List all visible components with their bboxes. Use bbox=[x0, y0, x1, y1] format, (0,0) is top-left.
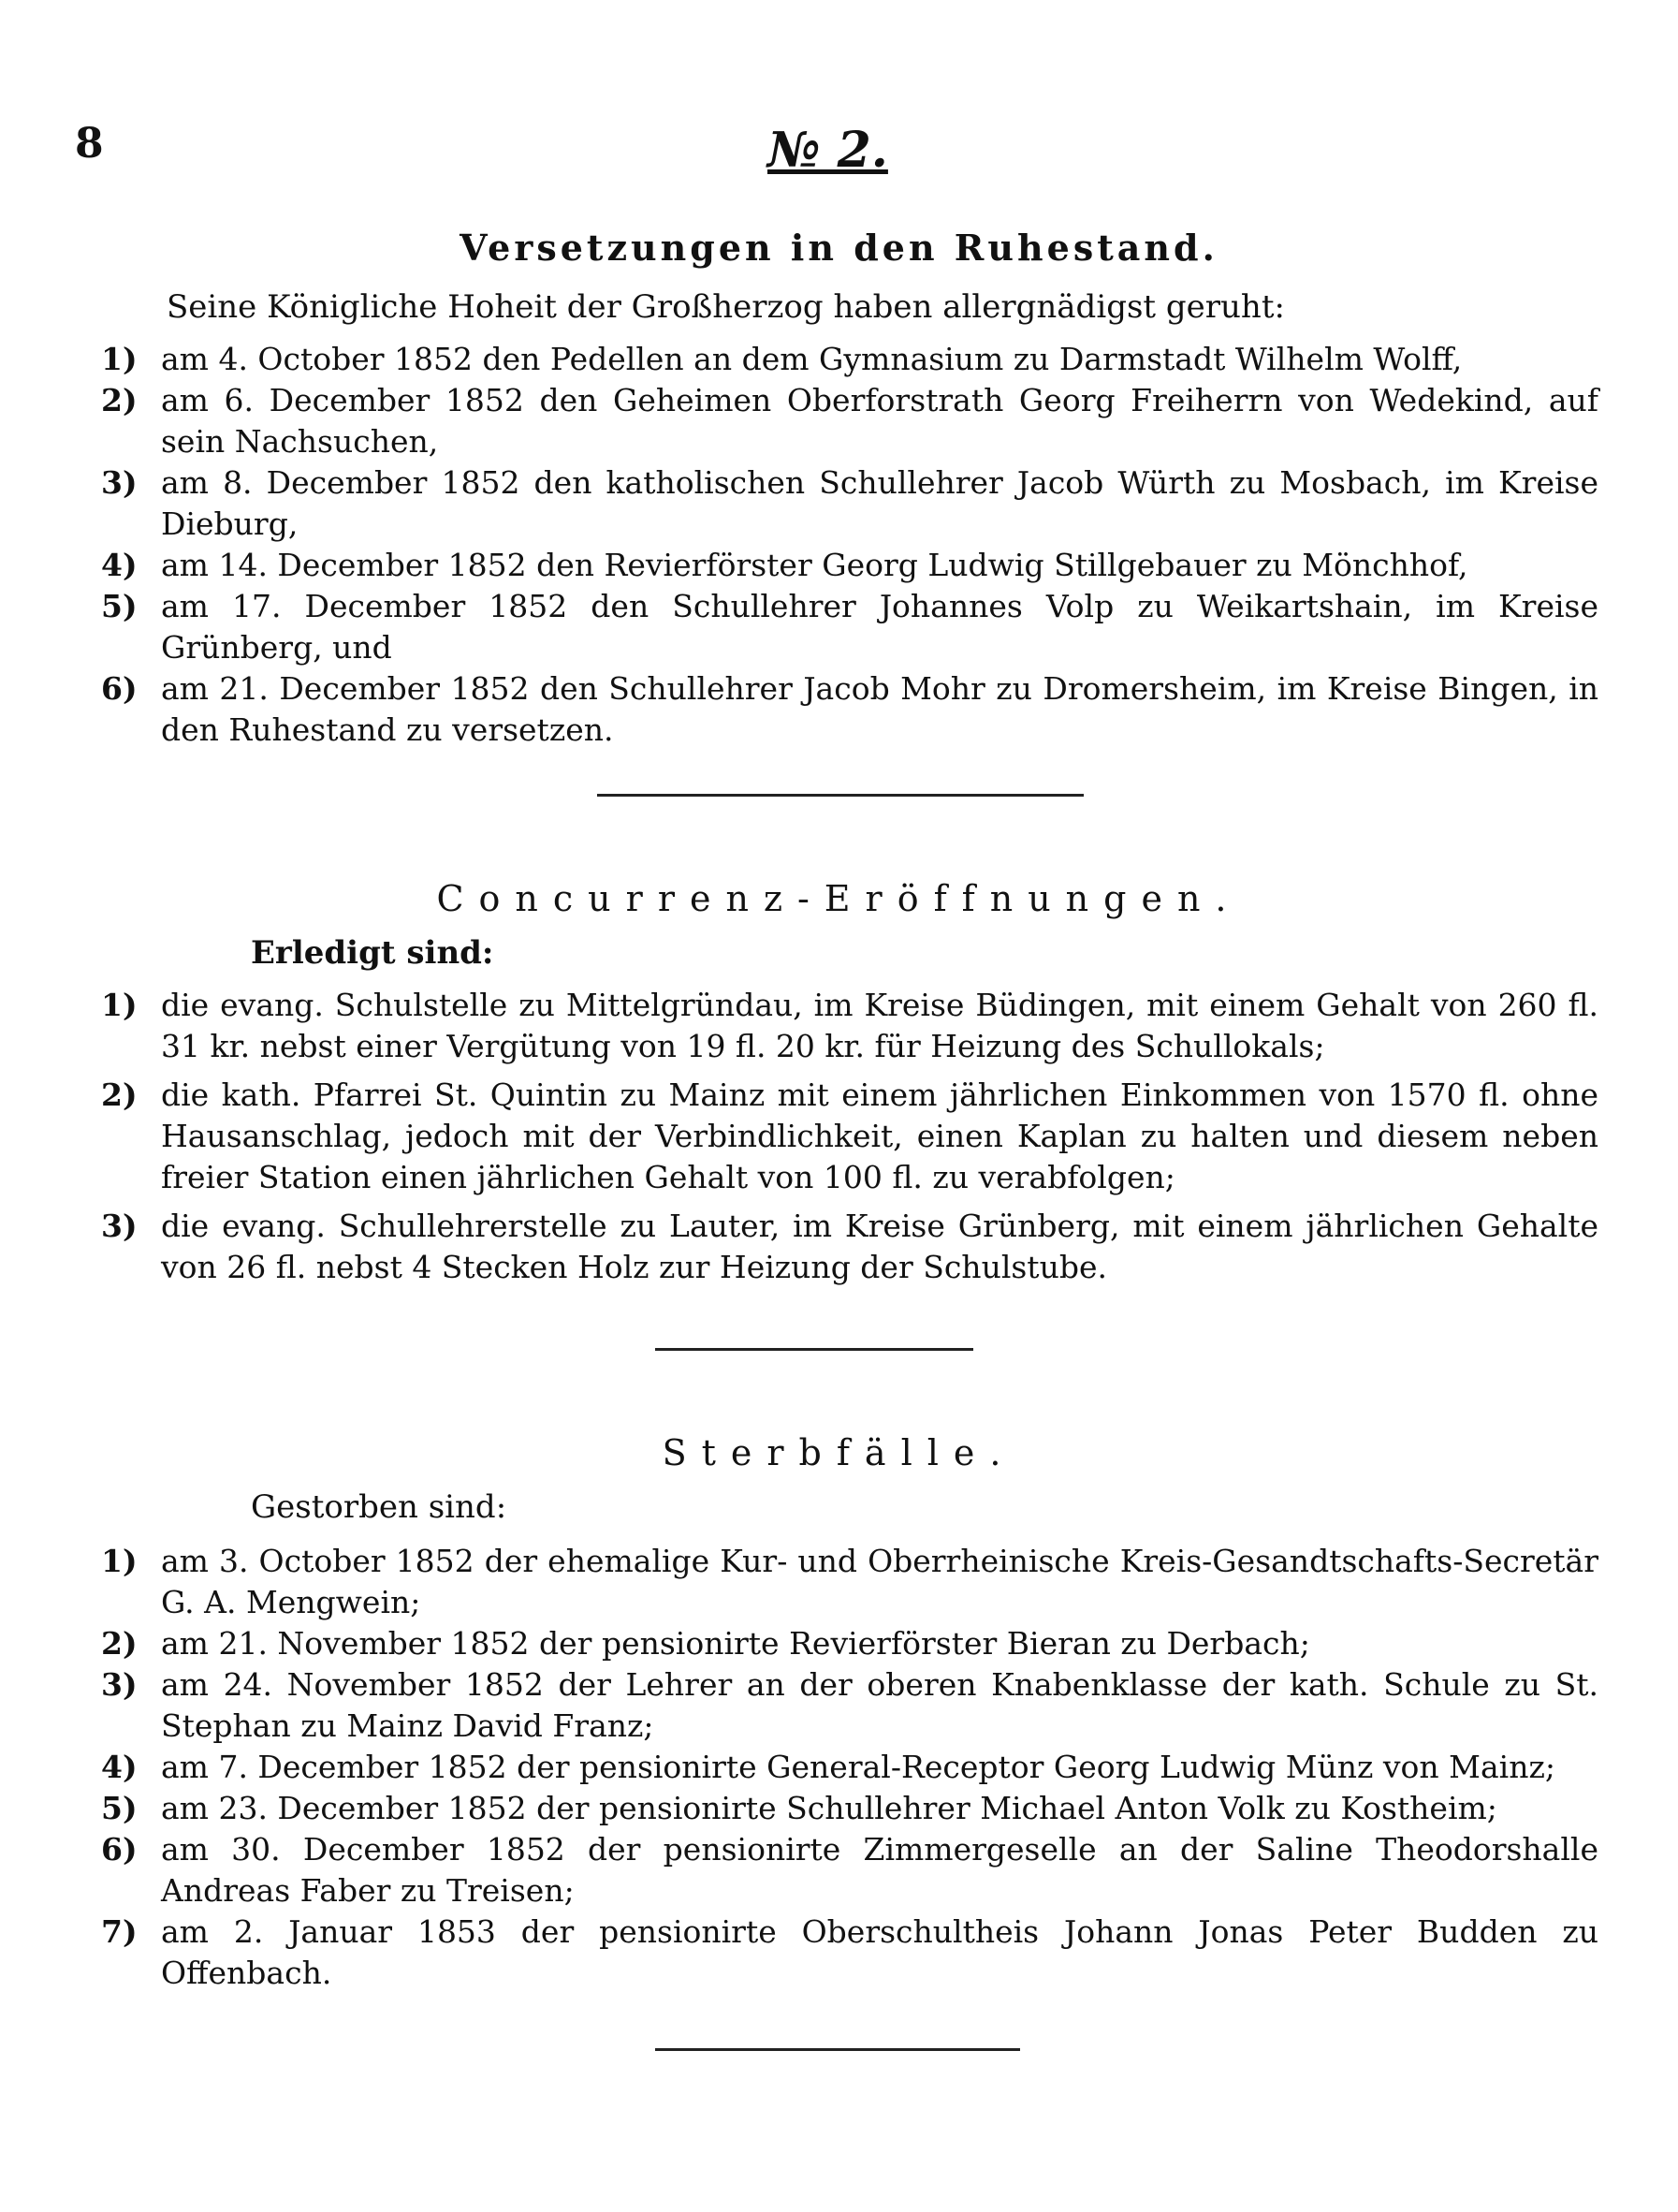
item-number: 2) bbox=[101, 382, 138, 418]
item-number: 1) bbox=[101, 987, 138, 1023]
section-title-sterbfaelle: Sterbfälle. bbox=[662, 1432, 1016, 1473]
item-text: am 23. December 1852 der pensionirte Schullehrer Michael Anton Volk zu Kostheim; bbox=[161, 1790, 1497, 1826]
item-text: am 6. December 1852 den Geheimen Oberforstrath Georg Freiherrn von Wedekind, auf sein Nachsuchen, bbox=[161, 382, 1598, 460]
item-text: am 24. November 1852 der Lehrer an der oberen Knabenklasse der kath. Schule zu St. Stephan zu Mainz David Franz; bbox=[161, 1666, 1598, 1744]
item-number: 1) bbox=[101, 1543, 138, 1579]
item-text: am 2. Januar 1853 der pensionirte Oberschultheis Johann Jonas Peter Budden zu Offenbach. bbox=[161, 1913, 1598, 1991]
issue-number: № 2. bbox=[767, 122, 888, 179]
list-concurrenz bbox=[101, 985, 1598, 1288]
item-number: 7) bbox=[101, 1913, 138, 1950]
item-number: 6) bbox=[101, 670, 138, 707]
item-text: am 30. December 1852 der pensionirte Zimmergeselle an der Saline Theodorshalle Andreas Faber zu Treisen; bbox=[161, 1831, 1598, 1909]
section-divider bbox=[597, 794, 1084, 797]
item-number: 2) bbox=[101, 1625, 138, 1662]
list-item bbox=[101, 985, 1598, 1067]
item-text: die kath. Pfarrei St. Quintin zu Mainz mit einem jährlichen Einkommen von 1570 fl. ohne Hausanschlag, jedoch mit der Verbindlichkeit, einen Kaplan zu halten und diesem neben freier Station einen jährlichen Gehalt von 100 fl. zu verabfolgen; bbox=[161, 1077, 1598, 1195]
list-item bbox=[101, 1623, 1598, 1664]
item-number: 3) bbox=[101, 1208, 138, 1244]
item-number: 5) bbox=[101, 588, 138, 624]
item-text: die evang. Schulstelle zu Mittelgründau, im Kreise Büdingen, mit einem Gehalt von 260 fl. 31 kr. nebst einer Vergütung von 19 fl. 20 kr. für Heizung des Schullokals; bbox=[161, 987, 1598, 1064]
section-divider bbox=[655, 2048, 1020, 2051]
list-item bbox=[101, 339, 1598, 380]
list-item bbox=[101, 586, 1598, 668]
item-number: 6) bbox=[101, 1831, 138, 1868]
item-text: die evang. Schullehrerstelle zu Lauter, im Kreise Grünberg, mit einem jährlichen Gehalte von 26 fl. nebst 4 Stecken Holz zur Heizung der Schulstube. bbox=[161, 1208, 1598, 1285]
item-text: am 21. December 1852 den Schullehrer Jacob Mohr zu Dromersheim, im Kreise Bingen, in den Ruhestand zu versetzen. bbox=[161, 670, 1598, 748]
item-text: am 21. November 1852 der pensionirte Revierförster Bieran zu Derbach; bbox=[161, 1625, 1310, 1662]
item-text: am 4. October 1852 den Pedellen an dem Gymnasium zu Darmstadt Wilhelm Wolff, bbox=[161, 341, 1463, 377]
section-intro-concurrenz: Erledigt sind: bbox=[251, 934, 494, 972]
section-title-ruhestand: Versetzungen in den Ruhestand. bbox=[460, 227, 1218, 269]
list-item bbox=[101, 1788, 1598, 1829]
list-item bbox=[101, 1075, 1598, 1198]
list-item bbox=[101, 1829, 1598, 1912]
item-text: am 14. December 1852 den Revierförster Georg Ludwig Stillgebauer zu Mönchhof, bbox=[161, 547, 1468, 583]
item-text: am 7. December 1852 der pensionirte General-Receptor Georg Ludwig Münz von Mainz; bbox=[161, 1749, 1555, 1785]
list-item bbox=[101, 462, 1598, 545]
item-number: 1) bbox=[101, 341, 138, 377]
list-item bbox=[101, 380, 1598, 462]
item-text: am 3. October 1852 der ehemalige Kur- und Oberrheinische Kreis-Gesandtschafts-Secretär G. A. Mengwein; bbox=[161, 1543, 1598, 1620]
list-item bbox=[101, 545, 1598, 586]
section-intro-sterbfaelle: Gestorben sind: bbox=[251, 1488, 507, 1526]
item-number: 5) bbox=[101, 1790, 138, 1826]
page-number: 8 bbox=[75, 120, 104, 168]
item-number: 3) bbox=[101, 464, 138, 501]
list-item bbox=[101, 1912, 1598, 1994]
list-item bbox=[101, 1747, 1598, 1788]
item-number: 4) bbox=[101, 547, 138, 583]
item-number: 4) bbox=[101, 1749, 138, 1785]
list-item bbox=[101, 668, 1598, 751]
item-number: 3) bbox=[101, 1666, 138, 1703]
list-item bbox=[101, 1206, 1598, 1288]
item-text: am 17. December 1852 den Schullehrer Johannes Volp zu Weikartshain, im Kreise Grünberg, und bbox=[161, 588, 1598, 666]
list-ruhestand bbox=[101, 339, 1598, 751]
section-intro-ruhestand: Seine Königliche Hoheit der Großherzog haben allergnädigst geruht: bbox=[167, 288, 1285, 326]
list-sterbfaelle bbox=[101, 1541, 1598, 1994]
list-item bbox=[101, 1541, 1598, 1623]
section-title-concurrenz: Concurrenz-Eröffnungen. bbox=[436, 878, 1242, 919]
list-item bbox=[101, 1664, 1598, 1747]
item-number: 2) bbox=[101, 1077, 138, 1113]
item-text: am 8. December 1852 den katholischen Schullehrer Jacob Würth zu Mosbach, im Kreise Dieburg, bbox=[161, 464, 1598, 542]
section-divider bbox=[655, 1348, 973, 1351]
